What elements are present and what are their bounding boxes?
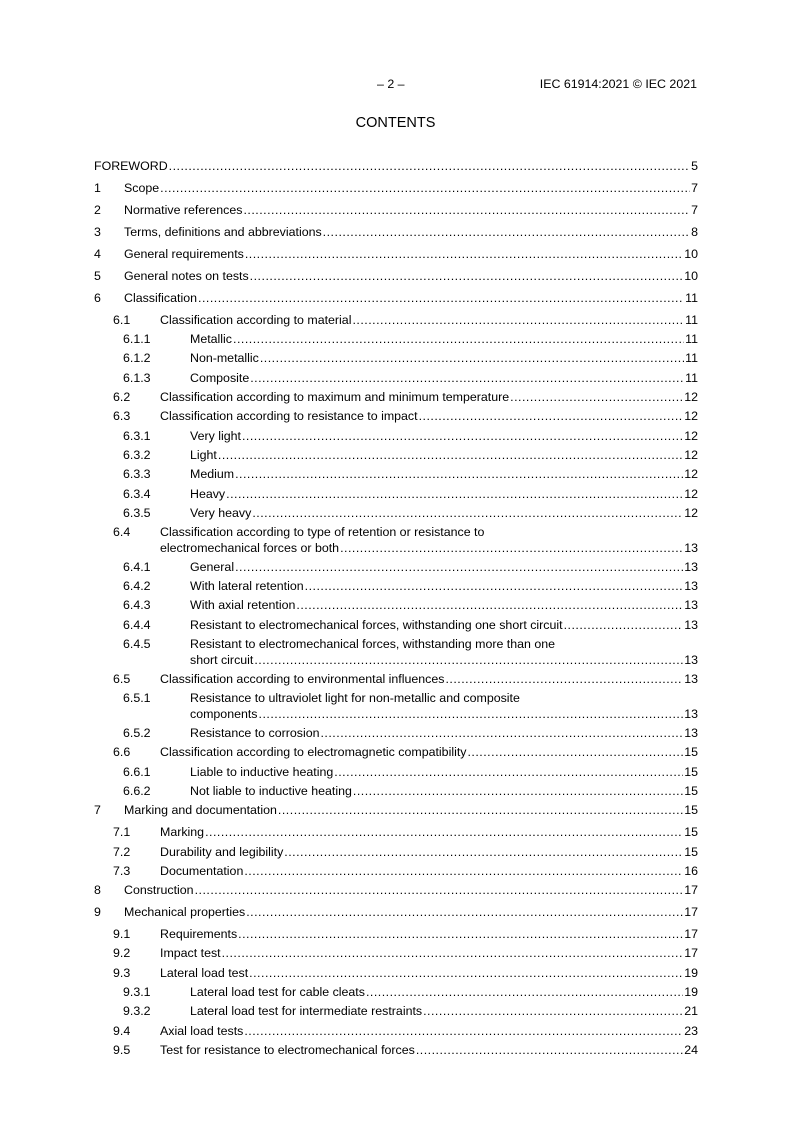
toc-entry-number: 7.1 <box>113 825 131 839</box>
toc-entry-title: electromechanical forces or both <box>160 541 340 555</box>
toc-entry-number: 7.2 <box>113 845 131 859</box>
toc-entry-number: 9.4 <box>113 1024 131 1038</box>
toc-entry-number: 6.3 <box>113 409 131 423</box>
toc-entry-page: 12 <box>684 487 698 501</box>
toc-entry-page: 17 <box>684 905 698 919</box>
toc-entry-number: 6.4.1 <box>123 560 151 574</box>
toc-entry-number: 9.5 <box>113 1043 131 1057</box>
toc-entry-title: Classification according to environmental influences <box>160 672 445 686</box>
toc-entry-page: 13 <box>684 579 698 593</box>
dot-leader <box>235 560 683 575</box>
toc-entry-page: 13 <box>684 707 698 721</box>
dot-leader <box>278 803 683 818</box>
toc-entry-title: Non-metallic <box>190 351 259 365</box>
toc-entry-title: Durability and legibility <box>160 845 284 859</box>
toc-entry-number: 8 <box>94 883 101 897</box>
toc-entry-page: 13 <box>684 672 698 686</box>
toc-entry-page: 23 <box>684 1024 698 1038</box>
toc-entry-title: Not liable to inductive heating <box>190 784 352 798</box>
toc-entry-number: 6.3.2 <box>123 448 151 462</box>
toc-entry-page: 10 <box>684 247 698 261</box>
dot-leader <box>242 429 683 444</box>
toc-entry-number: 9.1 <box>113 927 131 941</box>
toc-entry-page: 12 <box>684 448 698 462</box>
toc-entry-title: With lateral retention <box>190 579 304 593</box>
toc-entry-number: 9.3.2 <box>123 1004 151 1018</box>
dot-leader <box>218 448 683 463</box>
toc-entry-title: General <box>190 560 235 574</box>
toc-entry-title: Marking <box>160 825 205 839</box>
toc-entry-title: Normative references <box>124 203 243 217</box>
toc-entry-title: Lateral load test <box>160 966 249 980</box>
dot-leader <box>416 1043 683 1058</box>
toc-entry-number: 6 <box>94 291 101 305</box>
toc-entry-page: 11 <box>685 291 698 305</box>
toc-entry-title: Impact test <box>160 946 221 960</box>
dot-leader <box>340 541 683 556</box>
dot-leader <box>222 946 684 961</box>
toc-entry-number: 6.3.3 <box>123 467 151 481</box>
dot-leader <box>238 927 683 942</box>
toc-entry-title: FOREWORD <box>94 159 168 173</box>
toc-entry-page: 11 <box>685 371 698 385</box>
page-number: – 2 – <box>377 77 405 91</box>
toc-entry-title: short circuit <box>190 653 254 667</box>
toc-entry-page: 13 <box>684 726 698 740</box>
dot-leader <box>233 332 684 347</box>
toc-entry-page: 5 <box>691 159 698 173</box>
toc-entry-number: 7 <box>94 803 101 817</box>
toc-entry-title: Terms, definitions and abbreviations <box>124 225 322 239</box>
toc-entry-number: 5 <box>94 269 101 283</box>
toc-entry-number: 9.3 <box>113 966 131 980</box>
toc-entry-title: Axial load tests <box>160 1024 244 1038</box>
toc-entry-page: 7 <box>691 203 698 217</box>
dot-leader <box>352 313 684 328</box>
toc-entry-title: Marking and documentation <box>124 803 277 817</box>
toc-entry-page: 13 <box>684 560 698 574</box>
toc-entry-number: 6.3.1 <box>123 429 151 443</box>
toc-entry-page: 13 <box>684 618 698 632</box>
toc-entry-number: 6.3.5 <box>123 506 151 520</box>
toc-entry-number: 6.4.4 <box>123 618 151 632</box>
dot-leader <box>250 269 684 284</box>
toc-entry-page: 11 <box>685 332 698 346</box>
toc-entry-page: 15 <box>684 803 698 817</box>
toc-entry-page: 24 <box>684 1043 698 1057</box>
dot-leader <box>235 467 683 482</box>
toc-entry-number: 3 <box>94 225 101 239</box>
toc-entry-title: General notes on tests <box>124 269 249 283</box>
toc-entry-number: 6.5.1 <box>123 691 151 705</box>
toc-entry-number: 6.1 <box>113 313 131 327</box>
toc-entry-title: General requirements <box>124 247 244 261</box>
dot-leader <box>366 985 683 1000</box>
dot-leader <box>423 1004 683 1019</box>
toc-entry-title: Documentation <box>160 864 244 878</box>
toc-entry-number: 6.1.2 <box>123 351 151 365</box>
toc-entry-title: Very heavy <box>190 506 252 520</box>
toc-entry-title: Construction <box>124 883 194 897</box>
toc-entry-title: Lateral load test for cable cleats <box>190 985 365 999</box>
dot-leader <box>305 579 684 594</box>
toc-entry-page: 15 <box>684 745 698 759</box>
toc-entry-page: 12 <box>684 429 698 443</box>
toc-entry-number: 6.4.2 <box>123 579 151 593</box>
toc-entry-page: 11 <box>685 351 698 365</box>
dot-leader <box>445 672 683 687</box>
toc-entry-title: Classification according to electromagnetic compatibility <box>160 745 467 759</box>
dot-leader <box>564 618 684 633</box>
toc-entry-title-line1: Resistant to electromechanical forces, withstanding more than one <box>190 637 556 651</box>
toc-entry-number: 6.5.2 <box>123 726 151 740</box>
dot-leader <box>245 247 683 262</box>
toc-entry-page: 13 <box>684 598 698 612</box>
toc-entry-page: 17 <box>684 927 698 941</box>
toc-entry-title: Scope <box>124 181 160 195</box>
toc-entry-number: 6.4.5 <box>123 637 151 651</box>
dot-leader <box>195 883 684 898</box>
dot-leader <box>419 409 684 424</box>
toc-entry-title: Classification according to resistance to impact <box>160 409 418 423</box>
dot-leader <box>260 351 684 366</box>
toc-entry-number: 6.4.3 <box>123 598 151 612</box>
toc-entry-number: 4 <box>94 247 101 261</box>
toc-entry-number: 2 <box>94 203 101 217</box>
toc-entry-title: Classification according to maximum and minimum temperature <box>160 390 510 404</box>
toc-entry-page: 13 <box>684 541 698 555</box>
dot-leader <box>323 225 690 240</box>
toc-entry-title: Composite <box>190 371 250 385</box>
toc-entry-number: 9.3.1 <box>123 985 151 999</box>
toc-entry-title: Requirements <box>160 927 238 941</box>
toc-entry-title: components <box>190 707 258 721</box>
dot-leader <box>320 726 683 741</box>
page-title: CONTENTS <box>355 115 436 131</box>
toc-entry-title: Metallic <box>190 332 232 346</box>
toc-entry-title-line1: Resistance to ultraviolet light for non-metallic and composite <box>190 691 520 705</box>
toc-entry-page: 13 <box>684 653 698 667</box>
toc-entry-number: 7.3 <box>113 864 131 878</box>
dot-leader <box>254 653 683 668</box>
toc-entry-number: 1 <box>94 181 101 195</box>
toc-entry-page: 8 <box>691 225 698 239</box>
toc-entry-page: 12 <box>684 467 698 481</box>
toc-entry-page: 16 <box>684 864 698 878</box>
dot-leader <box>244 1024 683 1039</box>
dot-leader <box>252 506 683 521</box>
toc-entry-title: Liable to inductive heating <box>190 765 334 779</box>
toc-entry-title: Resistant to electromechanical forces, withstanding one short circuit <box>190 618 563 632</box>
toc-entry-page: 15 <box>684 765 698 779</box>
toc-entry-page: 15 <box>684 825 698 839</box>
toc-entry-page: 21 <box>684 1004 698 1018</box>
toc-entry-title: Mechanical properties <box>124 905 246 919</box>
dot-leader <box>353 784 683 799</box>
dot-leader <box>243 203 690 218</box>
dot-leader <box>246 905 683 920</box>
toc-entry-page: 12 <box>684 409 698 423</box>
dot-leader <box>259 707 684 722</box>
dot-leader <box>198 291 684 306</box>
toc-entry-page: 17 <box>684 883 698 897</box>
toc-entry-page: 19 <box>684 985 698 999</box>
toc-entry-number: 6.2 <box>113 390 131 404</box>
toc-entry-title: With axial retention <box>190 598 296 612</box>
toc-entry-number: 6.5 <box>113 672 131 686</box>
toc-entry-title: Classification <box>124 291 197 305</box>
dot-leader <box>160 181 690 196</box>
dot-leader <box>226 487 683 502</box>
toc-entry-page: 15 <box>684 784 698 798</box>
toc-entry-number: 6.6 <box>113 745 131 759</box>
toc-entry-title: Resistance to corrosion <box>190 726 320 740</box>
toc-entry-number: 6.6.2 <box>123 784 151 798</box>
toc-entry-page: 15 <box>684 845 698 859</box>
toc-entry-title: Light <box>190 448 217 462</box>
toc-entry-page: 7 <box>691 181 698 195</box>
dot-leader <box>244 864 683 879</box>
toc-entry-number: 6.1.1 <box>123 332 151 346</box>
toc-entry-page: 10 <box>684 269 698 283</box>
toc-entry-title: Medium <box>190 467 235 481</box>
toc-entry-page: 12 <box>684 390 698 404</box>
toc-entry-number: 6.3.4 <box>123 487 151 501</box>
toc-entry-number: 9 <box>94 905 101 919</box>
toc-entry-page: 17 <box>684 946 698 960</box>
toc-entry-title-line1: Classification according to type of retention or resistance to <box>160 525 485 539</box>
dot-leader <box>250 371 684 386</box>
toc-entry-title: Very light <box>190 429 241 443</box>
toc-entry-title: Classification according to material <box>160 313 352 327</box>
toc-entry-number: 9.2 <box>113 946 131 960</box>
dot-leader <box>284 845 683 860</box>
dot-leader <box>467 745 683 760</box>
dot-leader <box>249 966 683 981</box>
toc-entry-page: 12 <box>684 506 698 520</box>
toc-entry-title: Test for resistance to electromechanical forces <box>160 1043 415 1057</box>
dot-leader <box>510 390 683 405</box>
toc-entry-number: 6.1.3 <box>123 371 151 385</box>
toc-entry-number: 6.4 <box>113 525 131 539</box>
standard-identifier: IEC 61914:2021 © IEC 2021 <box>539 77 697 91</box>
toc-entry-title: Lateral load test for intermediate restraints <box>190 1004 423 1018</box>
toc-entry-number: 6.6.1 <box>123 765 151 779</box>
toc-entry-page: 11 <box>685 313 698 327</box>
dot-leader <box>169 159 690 174</box>
dot-leader <box>205 825 683 840</box>
toc-entry-title: Heavy <box>190 487 226 501</box>
toc-entry-page: 19 <box>684 966 698 980</box>
dot-leader <box>296 598 683 613</box>
dot-leader <box>334 765 683 780</box>
